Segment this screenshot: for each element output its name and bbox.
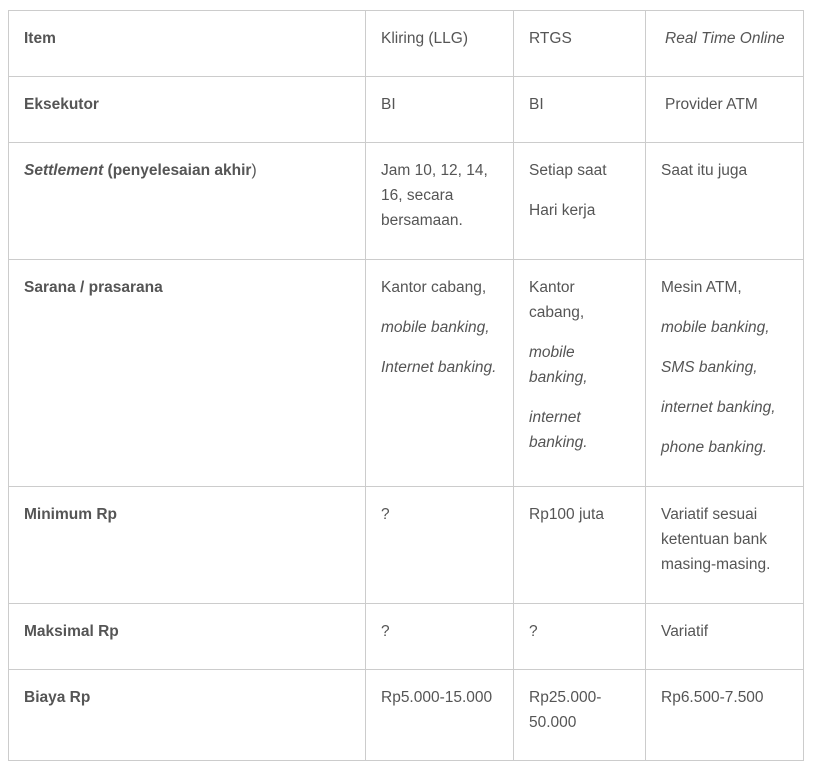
cell-line: internet banking, xyxy=(661,399,776,416)
cell-kliring xyxy=(366,260,514,487)
table-row-biaya xyxy=(9,670,804,761)
cell-rtgs: Rp100 juta xyxy=(514,487,646,604)
cell-realtime: Variatif sesuai ketentuan bank masing-masing. xyxy=(646,487,804,604)
table-row-settlement xyxy=(9,143,804,260)
cell-rtgs: Rp25.000-50.000 xyxy=(514,670,646,761)
header-kliring: Kliring (LLG) xyxy=(366,11,514,77)
cell-realtime: Rp6.500-7.500 xyxy=(646,670,804,761)
cell-realtime xyxy=(646,260,804,487)
cell-rtgs xyxy=(514,143,646,260)
row-label: Biaya Rp xyxy=(9,670,366,761)
cell-kliring: Rp5.000-15.000 xyxy=(366,670,514,761)
table-row-sarana xyxy=(9,260,804,487)
cell-rtgs xyxy=(514,260,646,487)
table-row-minimum xyxy=(9,487,804,604)
cell-line: Setiap saat xyxy=(529,162,607,179)
header-item: Item xyxy=(9,11,366,77)
cell-realtime: Saat itu juga xyxy=(646,143,804,260)
row-label: Minimum Rp xyxy=(9,487,366,604)
cell-line: internet banking. xyxy=(529,409,588,451)
cell-line: mobile banking, xyxy=(529,344,588,386)
cell-line: Internet banking. xyxy=(381,359,497,376)
cell-line: Hari kerja xyxy=(529,202,596,219)
header-realtime: Real Time Online xyxy=(646,11,804,77)
transfer-comparison-table xyxy=(8,10,804,761)
cell-realtime: Provider ATM xyxy=(646,77,804,143)
cell-line: Mesin ATM, xyxy=(661,279,742,296)
cell-line: Kantor cabang, xyxy=(381,279,487,296)
cell-kliring: ? xyxy=(366,604,514,670)
cell-rtgs: BI xyxy=(514,77,646,143)
cell-kliring: BI xyxy=(366,77,514,143)
table-row-eksekutor xyxy=(9,77,804,143)
row-label xyxy=(9,143,366,260)
cell-kliring: Jam 10, 12, 14, 16, secara bersamaan. xyxy=(366,143,514,260)
row-label-paren: ) xyxy=(251,162,257,179)
table-header-row xyxy=(9,11,804,77)
cell-line: SMS banking, xyxy=(661,359,758,376)
cell-kliring: ? xyxy=(366,487,514,604)
cell-line: mobile banking, xyxy=(381,319,490,336)
cell-realtime: Variatif xyxy=(646,604,804,670)
row-label: Eksekutor xyxy=(9,77,366,143)
cell-line: Kantor cabang, xyxy=(529,279,585,321)
row-label: Sarana / prasarana xyxy=(9,260,366,487)
cell-line: mobile banking, xyxy=(661,319,770,336)
header-rtgs: RTGS xyxy=(514,11,646,77)
table-row-maksimal xyxy=(9,604,804,670)
row-label-italic: Settlement xyxy=(24,162,104,179)
cell-rtgs: ? xyxy=(514,604,646,670)
cell-line: phone banking. xyxy=(661,439,768,456)
row-label: Maksimal Rp xyxy=(9,604,366,670)
row-label-rest: (penyelesaian akhir xyxy=(103,162,252,179)
